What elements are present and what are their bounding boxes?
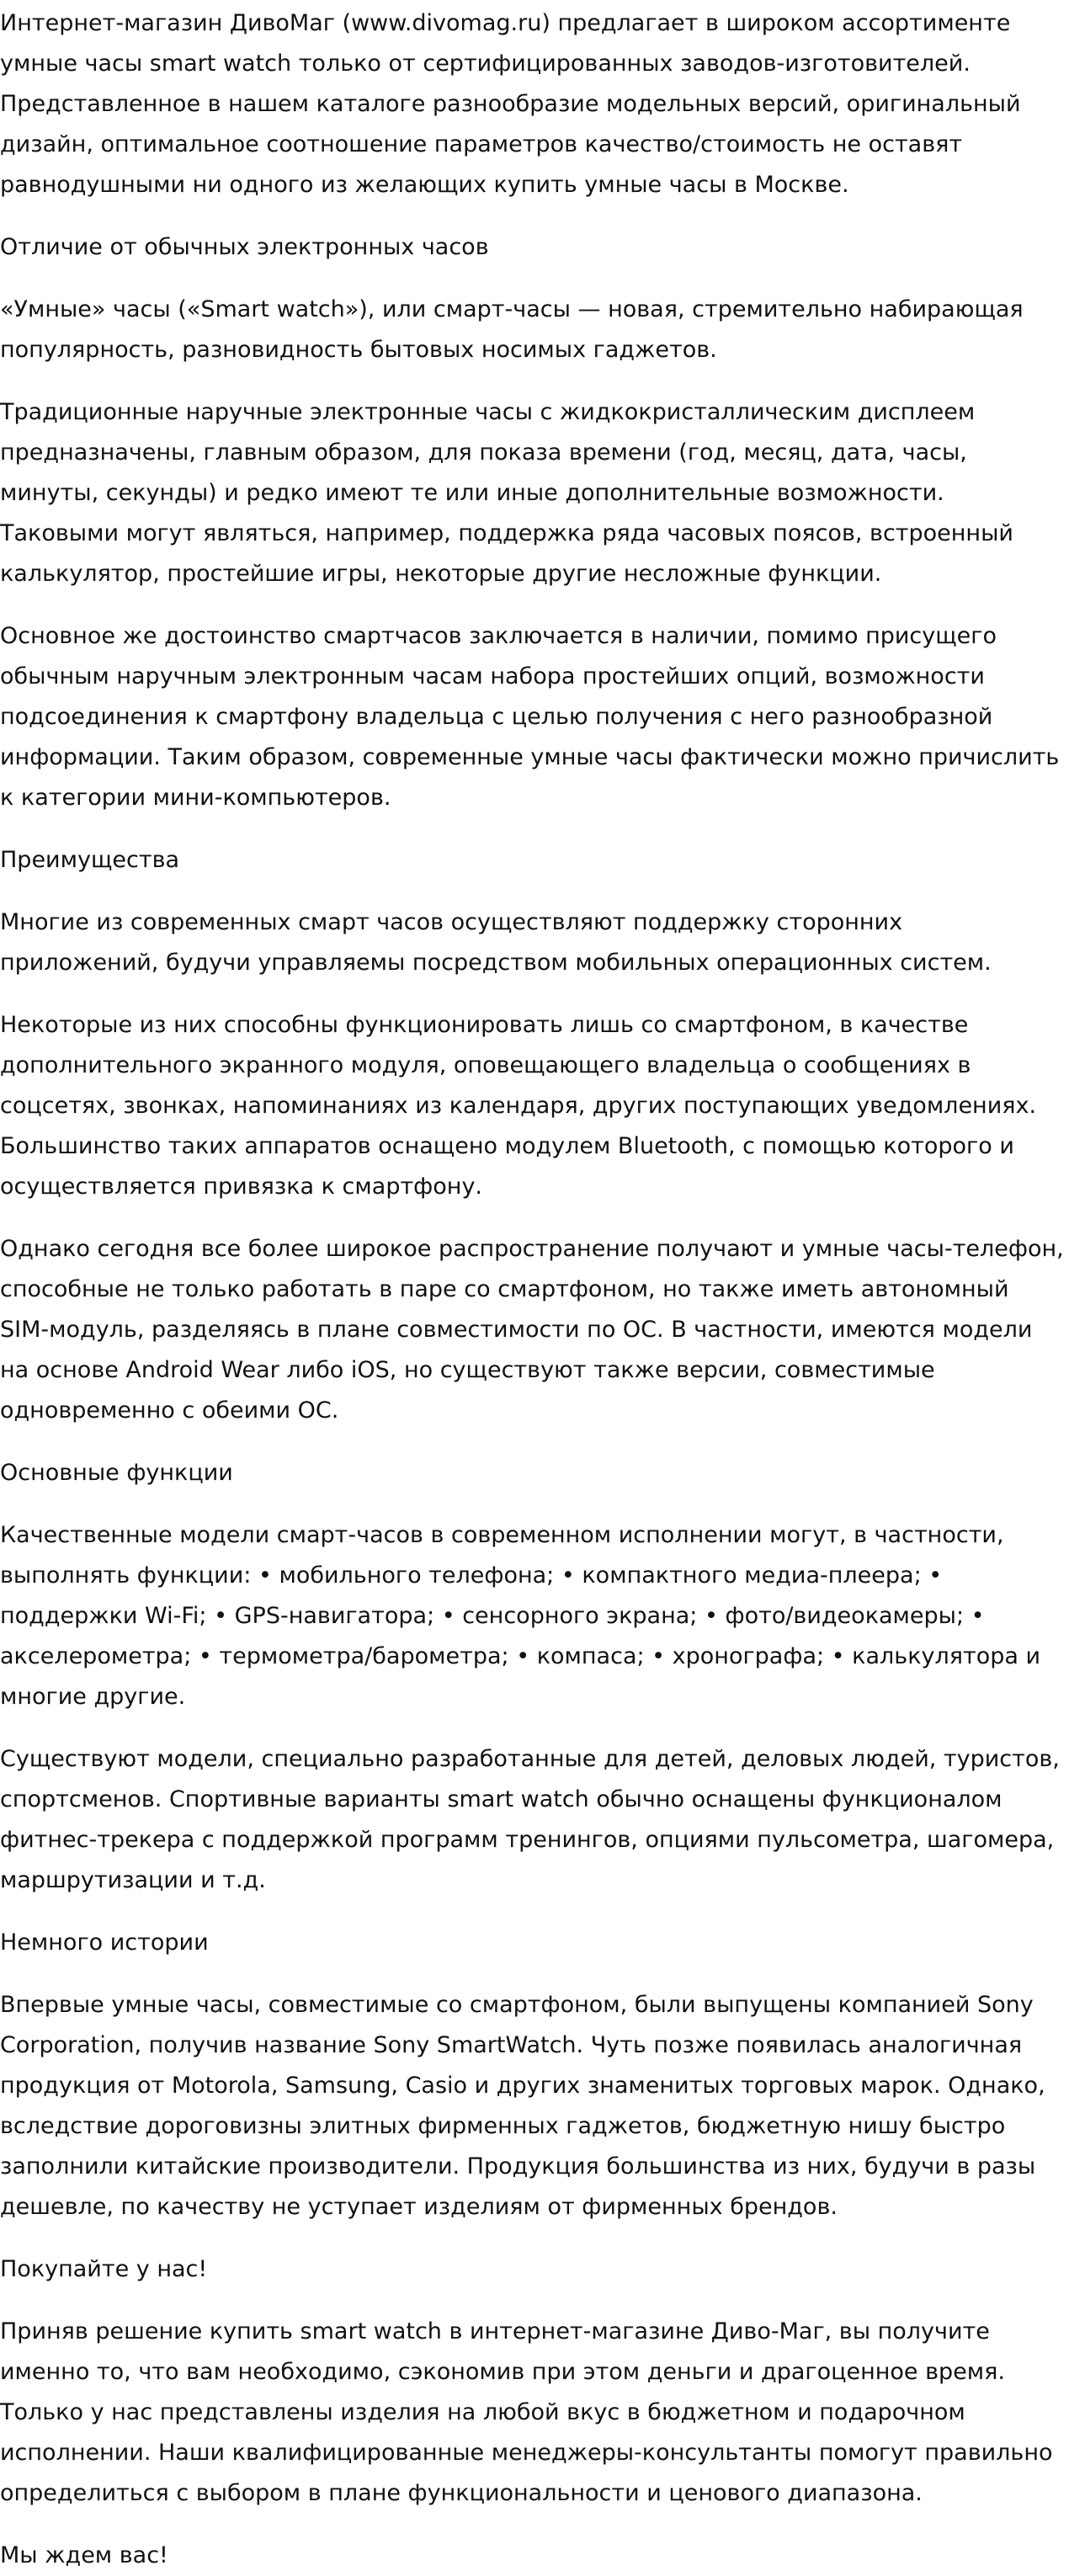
buy-paragraph: Приняв решение купить smart watch в интернет-магазине Диво-Маг, вы получите именно то, что вам необходимо, сэкономив при этом деньги и драгоценное время. Только у нас представлены изделия на любой вкус в бюджетном и подарочном исполнении. Наши квалифицированные менеджеры-консультанты помогут правильно определиться с выбором в плане функциональности и ценового диапазона. xyxy=(0,2318,1053,2506)
companion-paragraph: Некоторые из них способны функционировать лишь со смартфоном, в качестве дополнительного экранного модуля, оповещающего владельца о сообщениях в соцсетях, звонках, напоминаниях из календаря, других поступающих уведомлениях. Большинство таких аппаратов оснащено модулем Bluetooth, с помощью которого и осуществляется привязка к смартфону. xyxy=(0,1012,1037,1200)
section-heading-difference: Отличие от обычных электронных часов xyxy=(0,234,489,260)
phone-watch-paragraph: Однако сегодня все более широкое распространение получают и умные часы-телефон, способные не только работать в паре со смартфоном, но также иметь автономный SIM-модуль, разделяясь в плане совместимости по ОС. В частности, имеются модели на основе Android Wear либо iOS, но существуют также версии, совместимые одновременно с обеими ОС. xyxy=(0,1236,1064,1424)
closing-line: Мы ждем вас! xyxy=(0,2542,168,2568)
special-models-paragraph: Существуют модели, специально разработанные для детей, деловых людей, туристов, спортсменов. Спортивные варианты smart watch обычно оснащены функционалом фитнес-трекера с поддержкой программ тренингов, опциями пульсометра, шагомера, маршрутизации и т.д. xyxy=(0,1746,1060,1893)
apps-paragraph: Многие из современных смарт часов осуществляют поддержку сторонних приложений, будучи управляемы посредством мобильных операционных систем. xyxy=(0,909,992,976)
intro-paragraph: Интернет-магазин ДивоМаг (www.divomag.ru) предлагает в широком ассортименте умные часы smart watch только от сертифицированных заводов-изготовителей. Представленное в нашем каталоге разнообразие модельных версий, оригинальный дизайн, оптимальное соотношение параметров качество/стоимость не оставят равнодушными ни одного из желающих купить умные часы в Москве. xyxy=(0,10,1021,198)
section-heading-functions: Основные функции xyxy=(0,1460,233,1486)
functions-paragraph: Качественные модели смарт-часов в современном исполнении могут, в частности, выполнять функции: • мобильного телефона; • компактного медиа-плеера; • поддержки Wi-Fi; • GPS-навигатора; • сенсорного экрана; • фото/видеокамеры; • акселерометра; • термометра/барометра; • компаса; • хронографа; • калькулятора и многие другие. xyxy=(0,1522,1041,1710)
history-paragraph: Впервые умные часы, совместимые со смартфоном, были выпущены компанией Sony Corporation, получив название Sony SmartWatch. Чуть позже появилась аналогичная продукция от Motorola, Samsung, Casio и других знаменитых торговых марок. Однако, вследствие дороговизны элитных фирменных гаджетов, бюджетную нишу быстро заполнили китайские производители. Продукция большинства из них, будучи в разы дешевле, по качеству не уступает изделиям от фирменных брендов. xyxy=(0,1992,1045,2220)
section-heading-history: Немного истории xyxy=(0,1929,209,1956)
section-heading-buy: Покупайте у нас! xyxy=(0,2256,208,2282)
section-heading-advantages: Преимущества xyxy=(0,847,180,873)
smartwatch-definition-paragraph: «Умные» часы («Smart watch»), или смарт-часы — новая, стремительно набирающая популярность, разновидность бытовых носимых гаджетов. xyxy=(0,296,1024,363)
main-advantage-paragraph: Основное же достоинство смартчасов заключается в наличии, помимо присущего обычным наручным электронным часам набора простейших опций, возможности подсоединения к смартфону владельца с целью получения с него разнообразной информации. Таким образом, современные умные часы фактически можно причислить к категории мини-компьютеров. xyxy=(0,623,1060,811)
traditional-watches-paragraph: Традиционные наручные электронные часы с жидкокристаллическим дисплеем предназначены, главным образом, для показа времени (год, месяц, дата, часы, минуты, секунды) и редко имеют те или иные дополнительные возможности. Таковыми могут являться, например, поддержка ряда часовых поясов, встроенный калькулятор, простейшие игры, некоторые другие несложные функции. xyxy=(0,399,1013,587)
